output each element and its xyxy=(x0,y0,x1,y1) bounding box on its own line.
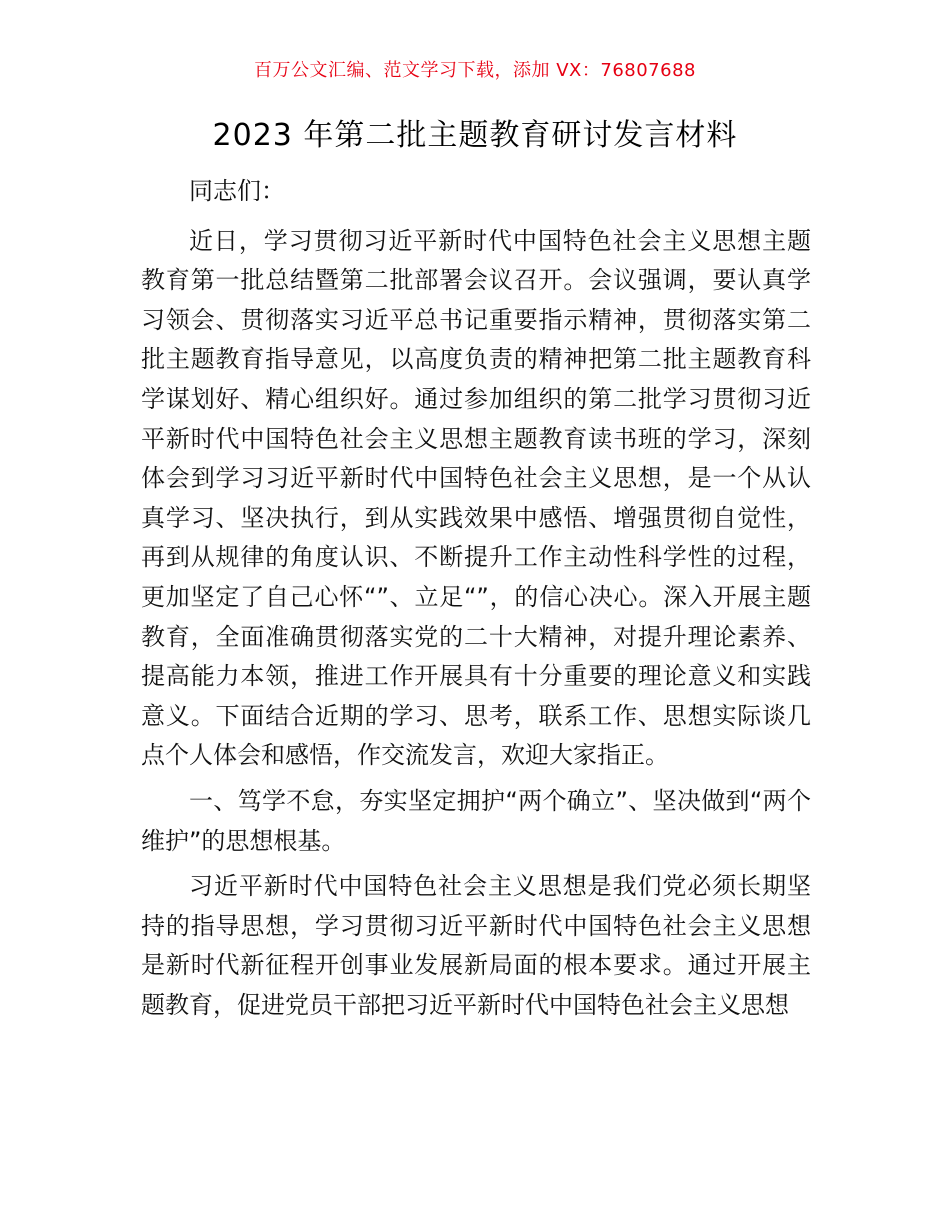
paragraph-section-1: 习近平新时代中国特色社会主义思想是我们党必须长期坚持的指导思想，学习贯彻习近平新时代中国特色社会主义思想是新时代新征程开创事业发展新局面的根本要求。通过开展主题教育，促进党员干部把习近平新时代中国特色社会主义思想 xyxy=(141,872,811,1019)
watermark-banner: 百万公文汇编、范文学习下载，添加 VX：76807688 xyxy=(254,60,696,81)
paragraph-intro: 近日，学习贯彻习近平新时代中国特色社会主义思想主题教育第一批总结暨第二批部署会议召开。会议强调，要认真学习领会、贯彻落实习近平总书记重要指示精神，贯彻落实第二批主题教育指导意见，以高度负责的精神把第二批主题教育科学谋划好、精心组织好。通过参加组织的第二批学习贯彻习近平新时代中国特色社会主义思想主题教育读书班的学习，深刻体会到学习习近平新时代中国特色社会主义思想，是一个从认真学习、坚决执行，到从实践效果中感悟、增强贯彻自觉性，再到从规律的角度认识、不断提升工作主动性科学性的过程，更加坚定了自己心怀“”、立足“”，的信心决心。深入开展主题教育，全面准确贯彻落实党的二十大精神，对提升理论素养、提高能力本领，推进工作开展具有十分重要的理论意义和实践意义。下面结合近期的学习、思考，联系工作、思想实际谈几点个人体会和感悟，作交流发言，欢迎大家指正。 xyxy=(141,226,811,770)
section-heading-1: 一、笃学不怠，夯实坚定拥护“两个确立”、坚决做到“两个维护”的思想根基。 xyxy=(141,786,811,855)
document-body xyxy=(141,172,811,1031)
salutation: 同志们： xyxy=(189,177,285,205)
document-title: 2023 年第二批主题教育研讨发言材料 xyxy=(212,118,738,153)
